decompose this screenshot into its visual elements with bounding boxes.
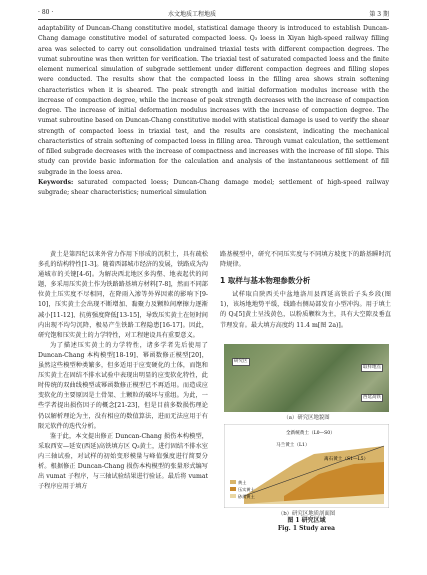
paragraph: 路基模型中，研究不同压实度与不同填方坡度下的路基瞬时沉降规律。 bbox=[220, 251, 391, 269]
map-label-rail: 西延高铁 bbox=[363, 395, 381, 400]
page-number: · 80 · bbox=[38, 9, 54, 16]
section-svg bbox=[224, 424, 389, 508]
abstract-text: adaptability of Duncan-Chang constitutive model, statistical damage theory is introduced to establish Duncan-Chang damage constitutive model of saturated compacted loess. Q₃ loess in Xiyan high-speed railway filling area was selected to carry out consolidation undrained triaxial tests with different compaction degrees. The vumat subroutine was then written for verification. The triaxial test of saturated compacted loess and the finite element numerical simulation of subgrade settlement under different compaction degrees and filling slopes were conducted. The results show that the compacted loess in the filling area shows strain softening characteristics when it is sheared. The peak strength and initial deformation modulus increase with the increase of compaction degree, while the increase of peak strength decreases with the increase of compaction degree. The increase of initial deformation modulus increases with the increase of compaction degree. The vumat subroutine based on Duncan-Chang constitutive model with statistical damage is used to verify the shear strength of compacted loess in triaxial test, and the results are consistent, indicating the mechanical characteristics of strain softening of compacted loess in filling area. Through vumat calculation, the settlement of filled subgrade decreases with the increase of compactness and increases with the increase of fill slope. This study can provide basic information for the calculation and analysis of the instantaneous settlement of fill subgrade in the loess area. bbox=[38, 25, 389, 176]
issue-number: 第 3 期 bbox=[369, 11, 389, 18]
journal-name: 水文地质工程地质 bbox=[168, 11, 217, 18]
left-column bbox=[38, 250, 208, 492]
subcaption-b: （b）研究区地质剖面图 bbox=[277, 511, 336, 517]
figure-caption-cn: 图 1 研究区域 bbox=[287, 517, 326, 524]
running-header bbox=[38, 7, 389, 20]
paragraph: 为了描述压实黄土的力学特性，诸多学者先后使用了 Duncan-Chang 本构模型[18-19]、幂函数修正模型[20]，虽然这些模型种类繁多，但多适用于应变硬化的土体，而饱和压实黄土在固结不排水试验中表现出明显的应变软化特性，此时传统的双曲线模型或幂函数修正模型已不再适用。而造成应变软化的主要原因是土骨架、土颗粒的破坏与重组。为此，一些学者提出损伤因子的概念[21-23]，但是目前多数损伤理论仍以解析理论为主，没有相应的数值算法，进而无法应用于有限元软件的迭代分析。 bbox=[38, 341, 208, 430]
figure-1 bbox=[224, 344, 389, 533]
legend-loess: 黄土 bbox=[238, 480, 247, 485]
figure-caption-en: Fig. 1 Study area bbox=[277, 525, 336, 532]
label-top: 全新统黄土（L0—S0） bbox=[286, 431, 335, 436]
map-label-sample: 取样地点 bbox=[363, 365, 381, 370]
paragraph: 黄土是第四纪以来外营力作用下形成的沉积土，具有疏松多孔的结构特性[1-3]。随着西部城市经济的发展，铁路成为沟通城市的关键[4-6]。为解决西北地区多沟壑、地表起伏的问题，多采用压实黄土作为铁路路基填方材料[7-8]，然而不同部位黄土压实度不尽相同，在降雨入渗等外界因素的影响下[9-10]，压实黄土会出现不断增加、黏聚力及颗粒间摩擦力逐渐减小[11-12]、抗剪强度降低[13-15]，导致压实黄土在短时间内出现不均匀沉降，极易产生铁路工程隐患[16-17]。因此，研究饱和压实黄土的力学特性，对工程建设具有重要意义。 bbox=[38, 251, 208, 339]
geologic-section bbox=[224, 424, 389, 508]
keywords-label: Keywords: bbox=[38, 178, 74, 186]
map-label-site: 研究区 bbox=[234, 359, 248, 364]
right-column bbox=[220, 250, 391, 331]
keywords-text: saturated compacted loess; Duncan-Chang damage model; settlement of high-speed railway subgrade; shear characteristics; numerical simulation bbox=[38, 178, 389, 196]
legend-swatch-loess bbox=[230, 480, 236, 484]
paragraph: 试样取自陕西关中盆地洛川县西延高铁后子头乡段(图 1)，该场地地势平缓，线路右侧局部发育小型冲沟。用于填土的 Q₃[5]黄土呈浅黄色，以粉质颗粒为主，具有大空隙及垂直节理发育。最大填方高度约 11.4 m[图 2a)]。 bbox=[220, 291, 391, 329]
legend-fill: 压实黄土 bbox=[238, 487, 255, 492]
abstract bbox=[38, 24, 389, 198]
section-heading: 1 取样与基本物理参数分析 bbox=[220, 276, 311, 286]
legend-swatch-fill bbox=[230, 487, 236, 491]
paragraph: 鉴于此，本文提出修正 Duncan-Chang 损伤本构模型，采取西安—延安(西延)高铁填方区 Q₃黄土，进行固结不排水室内三轴试验，对试样的初始变形模量与峰值强度进行简要分析。根据修正 Duncan-Chang 损伤本构模型的张量形式编写出 vumat 子程序，与三轴试验结果进行验证。最后将 vumat 子程序应用于填方 bbox=[38, 432, 208, 491]
label-mid: 马兰黄土（L1） bbox=[276, 443, 310, 448]
subcaption-a: （a）研究区地貌图 bbox=[283, 415, 330, 421]
keywords bbox=[38, 178, 389, 199]
legend-sandy: 砂质黄土 bbox=[238, 494, 255, 499]
legend-swatch-sandy bbox=[230, 494, 236, 498]
label-fill: 离石黄土（S1—L5） bbox=[324, 457, 369, 462]
terrain-map-image bbox=[224, 344, 389, 412]
